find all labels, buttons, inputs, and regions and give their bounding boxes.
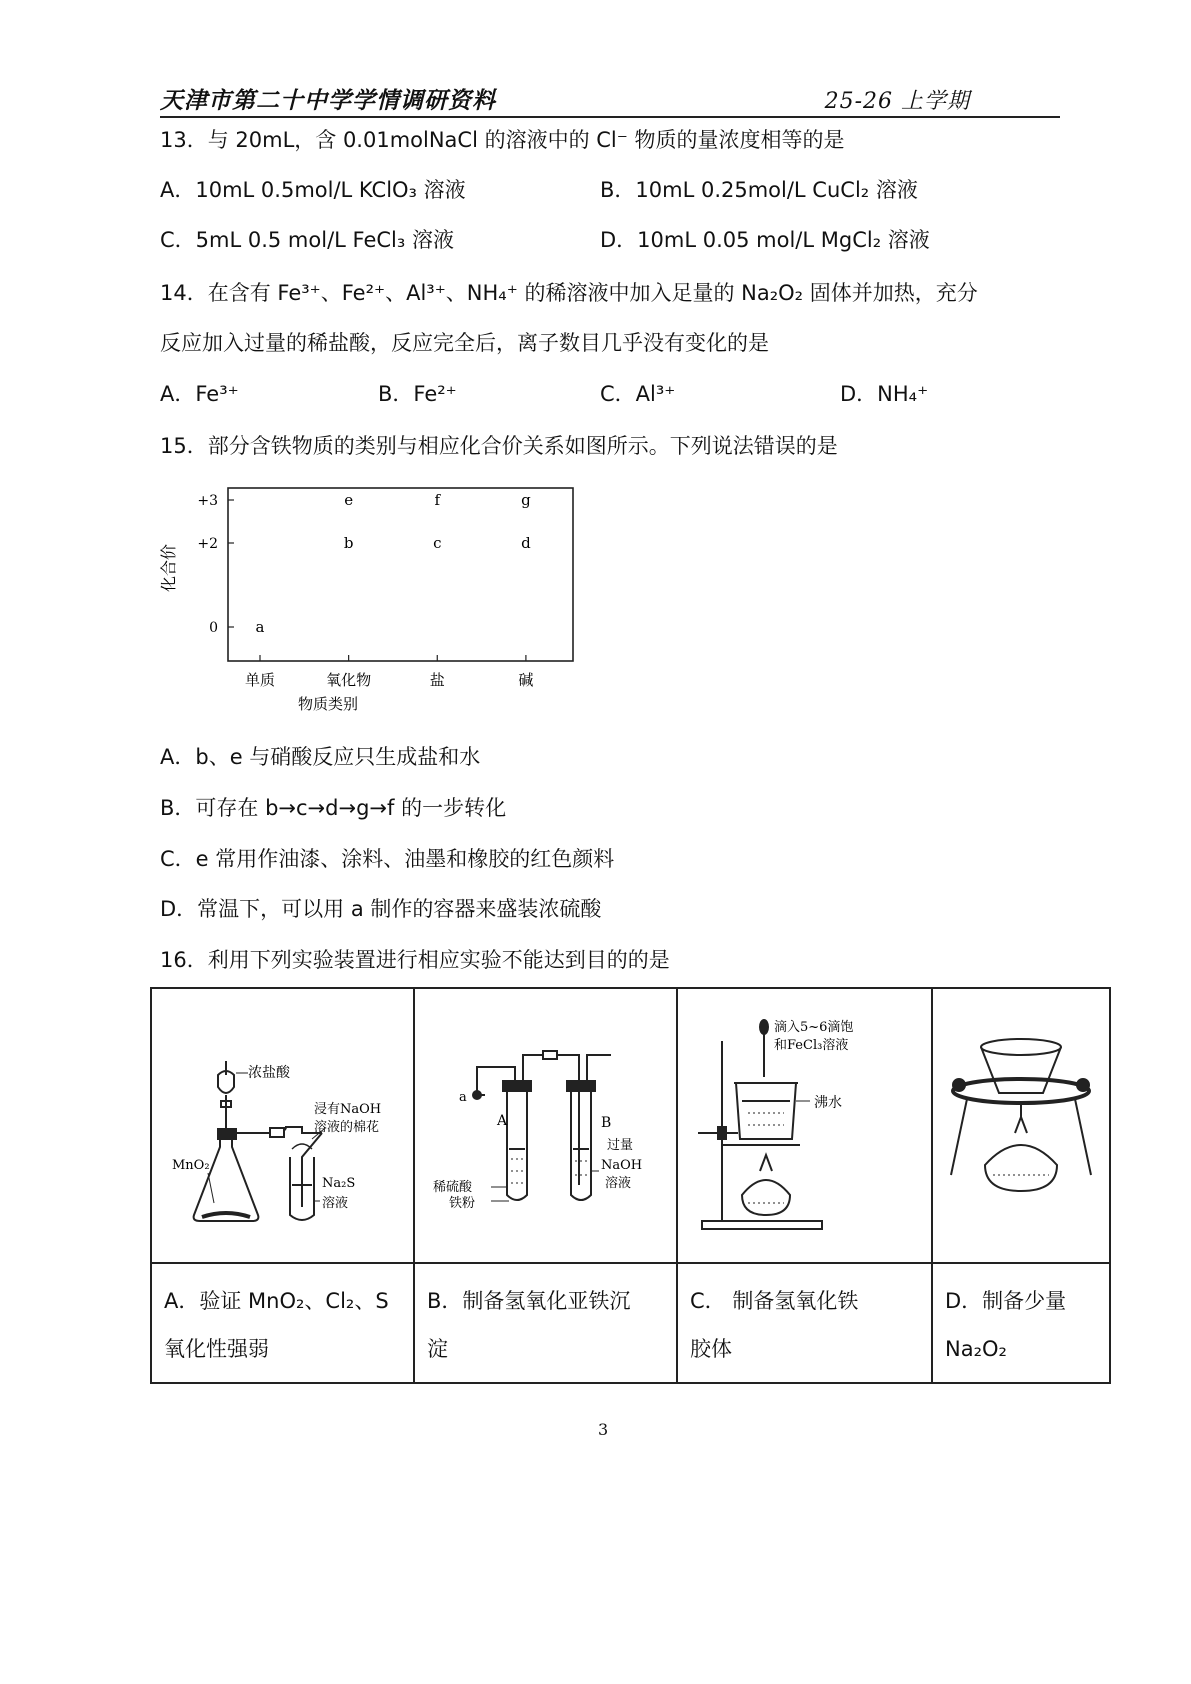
label-solution: 溶液: [322, 1196, 349, 1211]
header-rule: [160, 116, 1060, 118]
apparatus-b-caption: [427, 1277, 668, 1373]
x-category-label: 碱: [518, 671, 534, 689]
caption-b-line1: B．制备氢氧化亚铁沉: [427, 1289, 631, 1313]
caption-a-line1: A．验证 MnO₂、Cl₂、S: [164, 1289, 389, 1313]
label-conc-hcl: 浓盐酸: [248, 1065, 290, 1081]
q14-option-d: D．NH₄⁺: [840, 382, 929, 406]
caption-d-line2: Na₂O₂: [945, 1337, 1007, 1361]
label-naoh-cotton-2: 溶液的棉花: [314, 1120, 380, 1135]
chart-point-label: a: [255, 618, 265, 636]
apparatus-d-caption: [945, 1277, 1103, 1373]
q15-option-a: A．b、e 与硝酸反应只生成盐和水: [160, 745, 481, 769]
label-naoh: NaOH: [601, 1158, 643, 1173]
apparatus-a-figure: [152, 989, 413, 1264]
q14-option-a: A．Fe³⁺: [160, 382, 239, 406]
label-naoh-cotton-1: 浸有NaOH: [314, 1102, 382, 1117]
x-category-label: 氧化物: [326, 671, 372, 689]
label-dilute-h2so4: 稀硫酸: [433, 1180, 473, 1195]
q13-option-a: A．10mL 0.5mol/L KClO₃ 溶液: [160, 178, 466, 202]
y-tick-label: +2: [197, 536, 218, 552]
label-tube-b: B: [601, 1115, 612, 1131]
q15-option-d: D．常温下，可以用 a 制作的容器来盛装浓硫酸: [160, 897, 602, 921]
label-na2s: Na₂S: [322, 1176, 356, 1191]
label-iron-powder: 铁粉: [449, 1196, 476, 1211]
page-number: 3: [598, 1420, 609, 1439]
q13-stem: 13．与 20mL，含 0.01molNaCl 的溶液中的 Cl⁻ 物质的量浓度相等的是: [160, 128, 845, 152]
q13-option-c: C．5mL 0.5 mol/L FeCl₃ 溶液: [160, 228, 454, 252]
y-tick-label: +3: [197, 493, 218, 509]
q13-option-d: D．10mL 0.05 mol/L MgCl₂ 溶液: [600, 228, 930, 252]
q15-option-c: C．e 常用作油漆、涂料、油墨和橡胶的红色颜料: [160, 847, 615, 871]
caption-b-line2: 淀: [427, 1337, 448, 1361]
x-axis-label: 物质类别: [297, 695, 359, 713]
crucible-apparatus-diagram: [933, 989, 1109, 1262]
label-drops-2: 和FeCl₃溶液: [774, 1038, 849, 1053]
term-label: 25-26 上学期: [824, 89, 970, 114]
chart-point-label: c: [433, 534, 442, 552]
colloid-apparatus-diagram: [678, 989, 931, 1262]
chart-frame: [228, 488, 573, 661]
caption-d-line1: D．制备少量: [945, 1289, 1067, 1313]
valence-chart: [160, 480, 580, 730]
apparatus-cell-a: [152, 989, 415, 1382]
y-axis-label: 化合价: [160, 543, 178, 593]
q15-option-b: B．可存在 b→c→d→g→f 的一步转化: [160, 796, 507, 820]
chart-point-label: g: [521, 491, 531, 509]
apparatus-a-caption: [164, 1277, 405, 1373]
apparatus-c-caption: [690, 1277, 923, 1373]
x-category-label: 单质: [244, 671, 276, 689]
apparatus-b-figure: [415, 989, 676, 1264]
label-mno2: MnO₂: [172, 1158, 210, 1173]
q14-option-b: B．Fe²⁺: [378, 382, 457, 406]
school-title: 天津市第二十中学学情调研资料: [160, 87, 496, 114]
label-clamp-a: a: [459, 1090, 467, 1105]
chlorine-apparatus-diagram: [152, 989, 413, 1262]
page-header: [160, 82, 1020, 122]
label-tube-a: A: [497, 1113, 508, 1129]
q13-option-b: B．10mL 0.25mol/L CuCl₂ 溶液: [600, 178, 918, 202]
q16-stem: 16．利用下列实验装置进行相应实验不能达到目的的是: [160, 948, 670, 972]
chart-point-label: d: [521, 534, 531, 552]
caption-a-line2: 氧化性强弱: [164, 1337, 269, 1361]
apparatus-c-figure: [678, 989, 931, 1264]
x-category-label: 盐: [429, 671, 445, 689]
label-drops-1: 滴入5~6滴饱: [774, 1020, 854, 1035]
chart-point-label: b: [343, 534, 354, 552]
valence-chart-svg: [160, 480, 580, 730]
q14-stem-line2: 反应加入过量的稀盐酸，反应完全后，离子数目几乎没有变化的是: [160, 331, 769, 355]
apparatus-cell-c: [678, 989, 933, 1382]
caption-c-line2: 胶体: [690, 1337, 732, 1361]
apparatus-cell-d: [933, 989, 1111, 1382]
apparatus-table: [150, 987, 1111, 1384]
chart-point-label: f: [434, 491, 441, 509]
y-tick-label: 0: [209, 620, 218, 636]
q15-stem: 15．部分含铁物质的类别与相应化合价关系如图所示。下列说法错误的是: [160, 434, 838, 458]
ferrous-hydroxide-apparatus-diagram: [415, 989, 676, 1262]
label-naoh-solution: 溶液: [605, 1176, 632, 1191]
q14-stem-line1: 14．在含有 Fe³⁺、Fe²⁺、Al³⁺、NH₄⁺ 的稀溶液中加入足量的 Na₂O₂ 固体并加热，充分: [160, 281, 978, 305]
label-boiling-water: 沸水: [814, 1095, 842, 1111]
label-excess: 过量: [607, 1138, 634, 1153]
chart-point-label: e: [344, 491, 354, 509]
apparatus-d-figure: [933, 989, 1111, 1264]
caption-c-line1: C． 制备氢氧化铁: [690, 1289, 859, 1313]
apparatus-cell-b: [415, 989, 678, 1382]
q14-option-c: C．Al³⁺: [600, 382, 676, 406]
